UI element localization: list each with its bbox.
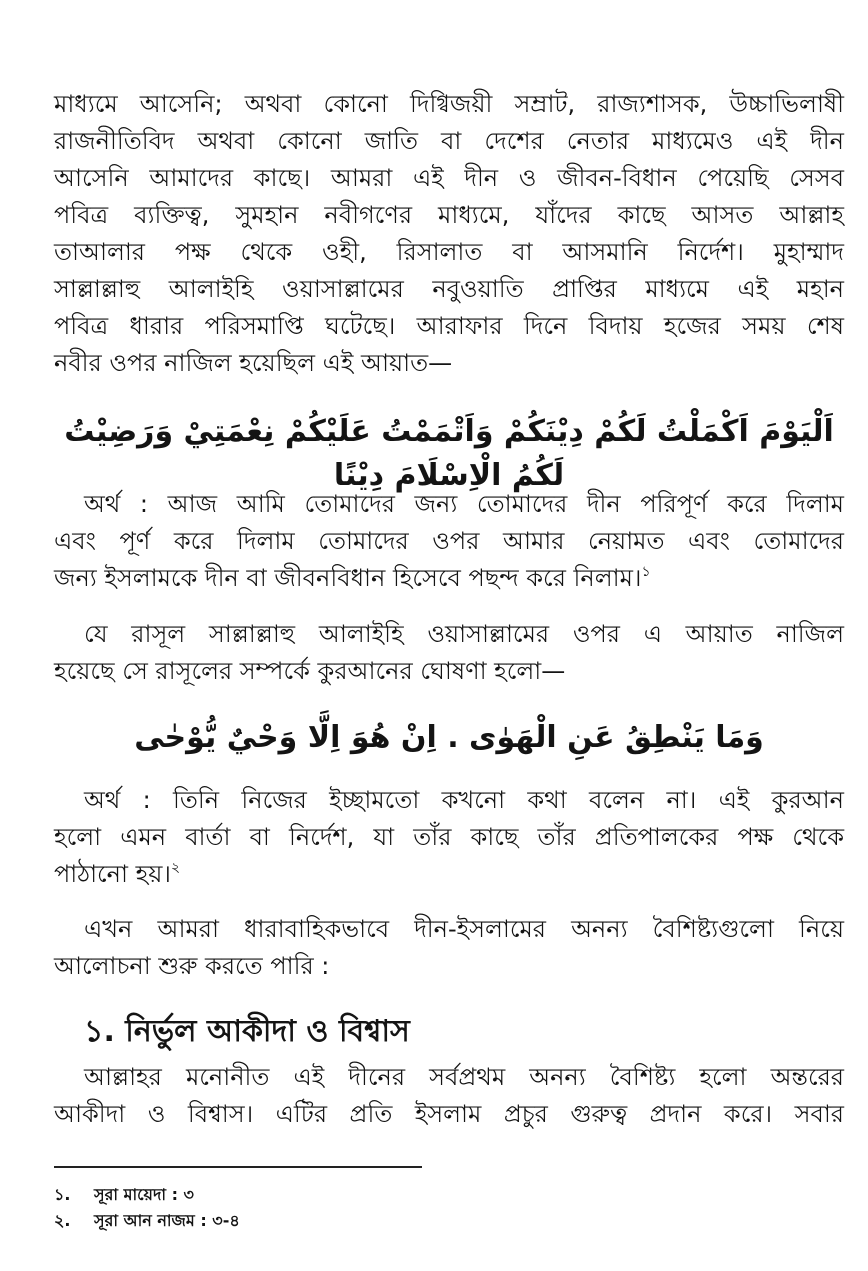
footnote-divider <box>54 1166 422 1168</box>
text-line: আল্লাহর মনোনীত এই দীনের সর্বপ্রথম অনন্য বৈশিষ্ট্য হলো অন্তরের <box>84 1063 844 1091</box>
text-line: নবীর ওপর নাজিল হয়েছিল এই আয়াত— <box>54 349 453 377</box>
footnote-text: সূরা মায়েদা : ৩ <box>94 1185 194 1204</box>
text-line: পবিত্র ধারার পরিসমাপ্তি ঘটেছে। আরাফার দিনে বিদায় হজের সময় শেষ <box>54 312 844 340</box>
text-line: সাল্লাল্লাহু আলাইহি ওয়াসাল্লামের নবুওয়াতি প্রাপ্তির মাধ্যমে এই মহান <box>54 275 844 303</box>
footnote-2 <box>54 1210 240 1232</box>
footnote-ref-2: ২ <box>170 860 181 876</box>
footnote-1 <box>54 1184 194 1206</box>
text-line: অর্থ : আজ আমি তোমাদের জন্য তোমাদের দীন পরিপূর্ণ করে দিলাম <box>84 490 844 518</box>
section-heading: ১. নির্ভুল আকীদা ও বিশ্বাস <box>84 1014 410 1049</box>
text-line <box>54 856 844 893</box>
text-line: যে রাসূল সাল্লাল্লাহু আলাইহি ওয়াসাল্লামের ওপর এ আয়াত নাজিল <box>84 620 844 648</box>
text-line: মাধ্যমে আসেনি; অথবা কোনো দিগ্বিজয়ী সম্রাট, রাজ্যশাসক, উচ্চাভিলাষী <box>54 90 844 118</box>
footnote-number: ১. <box>54 1185 71 1204</box>
text-line: আসেনি আমাদের কাছে। আমরা এই দীন ও জীবন-বিধান পেয়েছি সেসব <box>54 164 844 192</box>
text-line: হলো এমন বার্তা বা নির্দেশ, যা তাঁর কাছে তাঁর প্রতিপালকের পক্ষ থেকে <box>54 823 844 851</box>
text-line: পবিত্র ব্যক্তিত্ব, সুমহান নবীগণের মাধ্যমে, যাঁদের কাছে আসত আল্লাহ <box>54 201 844 229</box>
text-line: আকীদা ও বিশ্বাস। এটির প্রতি ইসলাম প্রচুর গুরুত্ব প্রদান করে। সবার <box>54 1100 844 1128</box>
text-line: তাআলার পক্ষ থেকে ওহী, রিসালাত বা আসমানি নির্দেশ। মুহাম্মাদ <box>54 238 844 266</box>
arabic-verse-1: اَلْيَوْمَ اَكْمَلْتُ لَكُمْ دِيْنَكُمْ وَاَتْمَمْتُ عَلَيْكُمْ نِعْمَتِيْ وَرَضِيْتُ لَكُمُ الْاِسْلَامَ دِيْنًا <box>64 414 834 493</box>
arabic-verse-2: وَمَا يَنْطِقُ عَنِ الْهَوٰى . اِنْ هُوَ اِلَّا وَحْيٌ يُّوْحٰى <box>134 720 764 755</box>
footnote-ref-1: ১ <box>641 564 651 580</box>
text-line: রাজনীতিবিদ অথবা কোনো জাতি বা দেশের নেতার মাধ্যমেও এই দীন <box>54 127 844 155</box>
footnote-text: সূরা আন নাজম : ৩-৪ <box>94 1211 240 1230</box>
footnote-number: ২. <box>54 1211 71 1230</box>
text-line: অর্থ : তিনি নিজের ইচ্ছামতো কখনো কথা বলেন না। এই কুরআন <box>84 786 844 814</box>
text-line: আলোচনা শুরু করতে পারি : <box>54 952 330 980</box>
text-line: এখন আমরা ধারাবাহিকভাবে দীন-ইসলামের অনন্য বৈশিষ্ট্যগুলো নিয়ে <box>84 915 844 943</box>
text-span: জন্য ইসলামকে দীন বা জীবনবিধান হিসেবে পছন্দ করে নিলাম। <box>54 564 642 592</box>
text-line: হয়েছে সে রাসূলের সম্পর্কে কুরআনের ঘোষণা হলো— <box>54 657 566 685</box>
text-line: এবং পূর্ণ করে দিলাম তোমাদের ওপর আমার নেয়ামত এবং তোমাদের <box>54 527 844 555</box>
text-line <box>54 560 844 597</box>
text-span: পাঠানো হয়। <box>54 860 171 888</box>
